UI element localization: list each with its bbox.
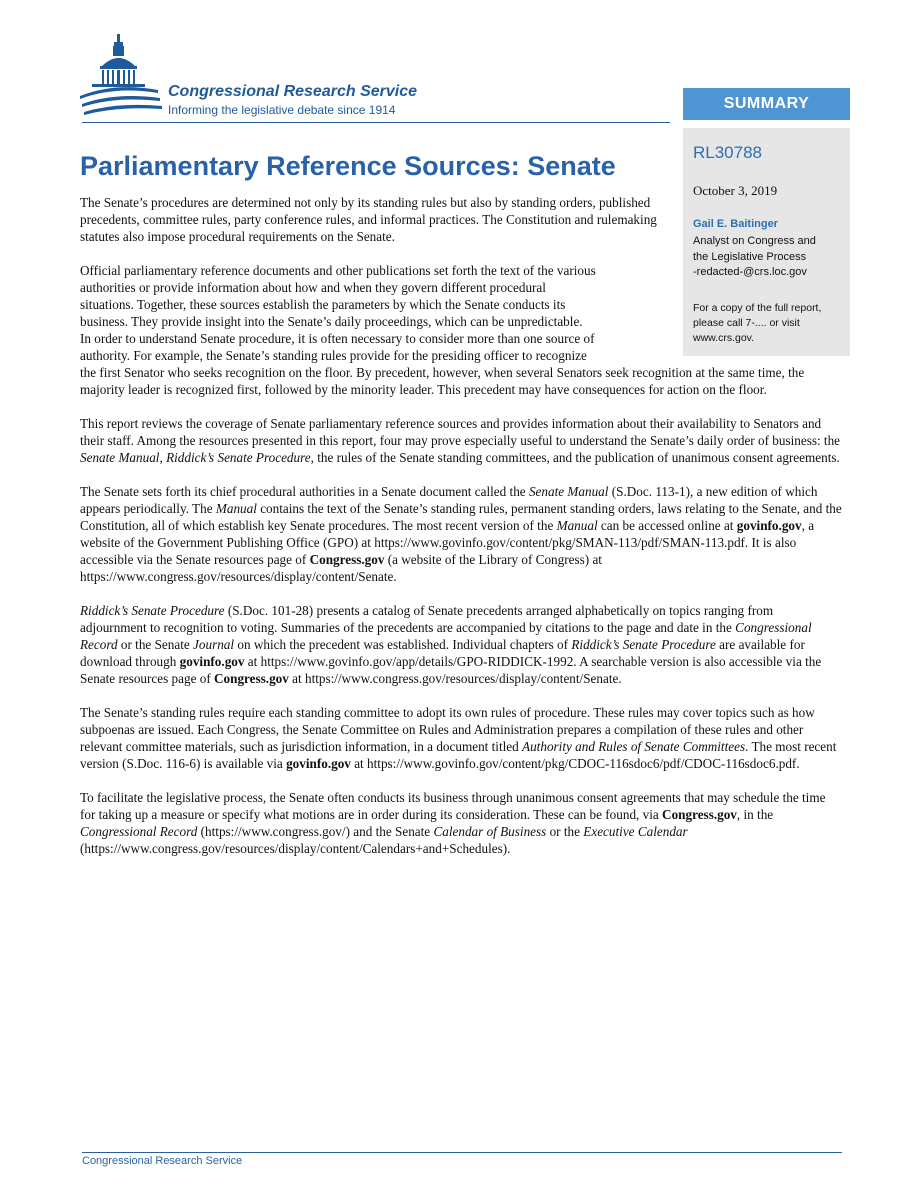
paragraph (80, 789, 842, 857)
italic-text: Congressional Record (80, 620, 812, 652)
italic-text: Manual (556, 518, 598, 533)
bold-text: Congress.gov (662, 807, 737, 822)
copy-info-line: For a copy of the full report, (693, 302, 822, 314)
text-run: , (159, 450, 167, 465)
text-run: at https://www.congress.gov/resources/display/content/Senate. (288, 671, 622, 686)
text-run: , a website of the Government Publishing Office (GPO) at https://www.govinfo.gov/content/pkg/SMAN-113/pdf/SMAN-113.pdf. It is also accessible via the Senate resources page of (80, 518, 815, 567)
report-number: RL30788 (693, 143, 763, 162)
italic-text: Authority and Rules of Senate Committees (522, 739, 746, 754)
text-run: To facilitate the legislative process, the Senate often conducts its business through unanimous consent agreements that may schedule the time for taking up a measure or specify what motions are in order during its consideration. These can be found, via (80, 790, 826, 822)
text-run: on which the precedent was established. Individual chapters of (234, 637, 572, 652)
paragraph-line: In order to understand Senate procedure, it is often necessary to consider more than one source of (80, 331, 595, 346)
paragraph-line: authority. For example, the Senate’s standing rules provide for the presiding officer to recognize (80, 348, 587, 363)
paragraph (80, 704, 842, 772)
italic-text: Manual (215, 501, 257, 516)
paragraph-line: situations. Together, these sources establish the parameters by which the Senate conducts its (80, 297, 566, 312)
paragraph (80, 483, 842, 585)
document-body (80, 194, 842, 874)
author-email: -redacted-@crs.loc.gov (693, 266, 807, 278)
report-date: October 3, 2019 (693, 183, 778, 198)
paragraph-line: Official parliamentary reference documents and other publications set forth the text of the various (80, 263, 596, 278)
author-title-line: the Legislative Process (693, 250, 807, 263)
paragraph-line: the first Senator who seeks recognition on the floor. By precedent, however, when several Senators seek recognition at the same time, the majority leader is recognized first, followed by the minority leader. This precedent may have consequences for action on the floor. (80, 365, 805, 397)
text-run: can be accessed online at (597, 518, 737, 533)
document-title: Parliamentary Reference Sources: Senate (80, 151, 616, 181)
crs-website-link[interactable]: www.crs.gov. (693, 332, 755, 344)
text-run: at https://www.govinfo.gov/app/details/GPO-RIDDICK-1992. A searchable version is also accessible via the Senate resources page of (80, 654, 822, 686)
header-divider (82, 122, 670, 123)
footer-divider (82, 1152, 842, 1153)
italic-text: Executive Calendar (583, 824, 688, 839)
italic-text: Riddick’s Senate Procedure (571, 637, 716, 652)
text-run: The Senate’s standing rules require each standing committee to adopt its own rules of procedure. These rules may cover topics such as how subpoenas are issued. Each Congress, the Senate Committee on Rules and Administration prepares a compilation of these rules and other relevant committee materials, such as jurisdiction information, in a document titled (80, 705, 815, 754)
copy-info-line: please call 7-.... or visit (693, 317, 800, 329)
bold-text: Congress.gov (214, 671, 289, 686)
text-run: (a website of the Library of Congress) at https://www.congress.gov/resources/display/content/Senate. (80, 552, 602, 584)
paragraph-line: business. They provide insight into the Senate’s daily proceedings, which can be unpredictable. (80, 314, 583, 329)
text-run: . The most recent version (S.Doc. 116-6) is available via (80, 739, 837, 771)
italic-text: Congressional Record (80, 824, 198, 839)
summary-tab: SUMMARY (683, 88, 850, 120)
text-run: (S.Doc. 113-1), a new edition of which appears periodically. The (80, 484, 818, 516)
paragraph (80, 415, 842, 466)
text-run: or the (546, 824, 584, 839)
text-run: The Senate sets forth its chief procedural authorities in a Senate document called the (80, 484, 529, 499)
italic-text: Riddick’s Senate Procedure (80, 603, 225, 618)
author-title-line: Analyst on Congress and (693, 235, 816, 247)
text-run: , in the (736, 807, 774, 822)
text-run: (https://www.congress.gov/resources/display/content/Calendars+and+Schedules). (80, 841, 511, 856)
paragraph-line: authorities or provide information about how and when they govern different procedural (80, 280, 546, 295)
crs-capitol-logo (80, 32, 165, 124)
italic-text: Riddick’s Senate Procedure (166, 450, 311, 465)
italic-text: Senate Manual (528, 484, 609, 499)
bold-text: govinfo.gov (286, 756, 351, 771)
italic-text: Calendar of Business (433, 824, 547, 839)
text-run: or the Senate (117, 637, 194, 652)
text-run: , the rules of the Senate standing committees, and the publication of unanimous consent agreements. (310, 450, 840, 465)
italic-text: Journal (193, 637, 235, 652)
paragraph: The Senate’s procedures are determined not only by its standing rules but also by standing orders, published precedents, committee rules, party conference rules, and informal practices. The Constitution and rulemaking statutes also impose procedural requirements on the Senate. (80, 195, 657, 244)
paragraph (80, 262, 842, 398)
bold-text: Congress.gov (309, 552, 385, 567)
bold-text: govinfo.gov (179, 654, 245, 669)
text-run: (https://www.congress.gov/) and the Senate (197, 824, 434, 839)
text-run: This report reviews the coverage of Senate parliamentary reference sources and provides information about their availability to Senators and their staff. Among the resources presented in this report, four may prove especially useful to understand the Senate’s daily order of business: the (80, 416, 841, 448)
text-run: are available for download through (80, 637, 805, 669)
footer-org-name: Congressional Research Service (82, 1155, 243, 1167)
paragraph (80, 602, 842, 687)
org-name: Congressional Research Service (168, 83, 418, 100)
text-run: contains the text of the Senate’s standing rules, permanent standing orders, laws relating to the Senate, and the Constitution, all of which establish key Senate procedures. The most recent version of the (80, 501, 842, 533)
bold-text: govinfo.gov (736, 518, 802, 533)
org-tagline: Informing the legislative debate since 1914 (168, 103, 396, 117)
italic-text: Senate Manual (80, 450, 160, 465)
author-name: Gail E. Baitinger (693, 218, 778, 230)
text-run: at https://www.govinfo.gov/content/pkg/CDOC-116sdoc6/pdf/CDOC-116sdoc6.pdf. (350, 756, 800, 771)
text-run: (S.Doc. 101-28) presents a catalog of Senate precedents arranged alphabetically on topics ranging from adjournment to recognition to voting. Summaries of the precedents are accompanied by citations to the page and date in the (80, 603, 774, 635)
